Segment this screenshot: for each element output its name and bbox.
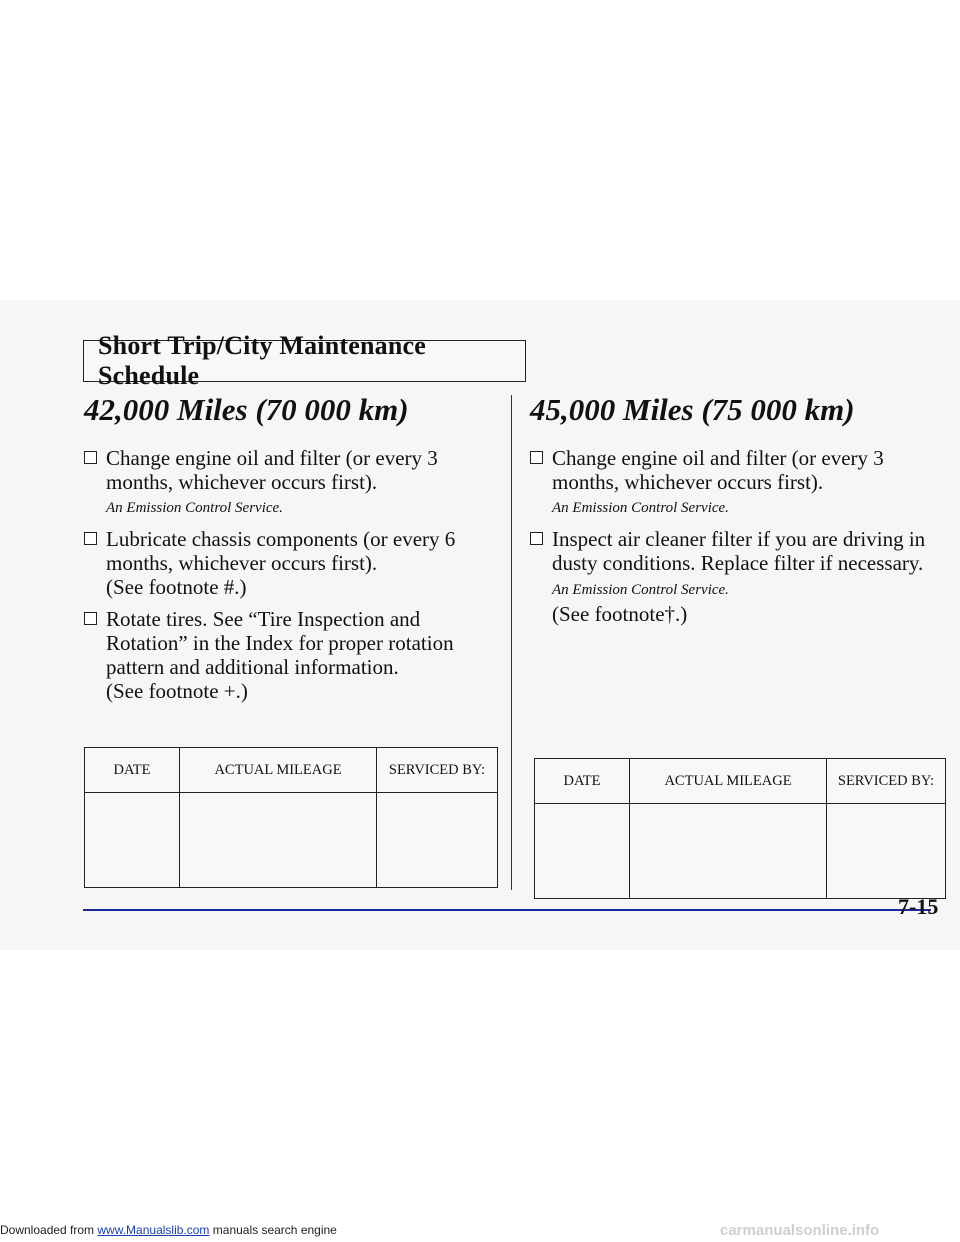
serviced-by-cell[interactable] <box>827 804 946 899</box>
mileage-cell[interactable] <box>630 804 827 899</box>
emission-note: An Emission Control Service. <box>552 500 729 516</box>
section-title: Short Trip/City Maintenance Schedule <box>98 331 426 390</box>
date-cell[interactable] <box>535 804 630 899</box>
checkbox[interactable] <box>84 612 97 625</box>
checkbox[interactable] <box>84 532 97 545</box>
checklist-item <box>84 446 504 494</box>
mileage-header: ACTUAL MILEAGE <box>630 759 827 804</box>
column-divider <box>511 395 512 890</box>
manualslib-link[interactable]: www.Manualslib.com <box>97 1223 210 1237</box>
item-text: Rotate tires. See “Tire Inspection and Rotation” in the Index for proper rotation pattern and additional information. <box>106 607 454 679</box>
download-prefix: Downloaded from <box>0 1223 98 1237</box>
section-header <box>83 331 526 390</box>
right-column <box>530 390 940 632</box>
footnote-ref: (See footnote #.) <box>106 575 247 599</box>
checklist-item <box>530 446 940 494</box>
watermark: carmanualsonline.info <box>720 1222 880 1239</box>
checklist-item <box>84 527 504 599</box>
mileage-header: ACTUAL MILEAGE <box>180 748 377 793</box>
mileage-cell[interactable] <box>180 793 377 888</box>
checklist-item <box>84 607 504 703</box>
left-column <box>84 390 504 709</box>
checkbox[interactable] <box>530 532 543 545</box>
download-banner <box>0 1223 337 1237</box>
date-header: DATE <box>535 759 630 804</box>
footnote-ref: (See footnote +.) <box>106 679 248 703</box>
item-text: Inspect air cleaner filter if you are driving in dusty conditions. Replace filter if necessary. <box>552 527 926 575</box>
footnote-ref: (See footnote†.) <box>552 602 688 626</box>
date-cell[interactable] <box>85 793 180 888</box>
emission-note: An Emission Control Service. <box>552 582 729 598</box>
download-suffix: manuals search engine <box>209 1223 337 1237</box>
service-record-table <box>84 747 498 888</box>
service-record-table <box>534 758 946 899</box>
mileage-heading-42000: 42,000 Miles (70 000 km) <box>84 392 409 427</box>
date-header: DATE <box>85 748 180 793</box>
item-text: Change engine oil and filter (or every 3 months, whichever occurs first). <box>552 446 884 494</box>
page-number: 7-15 <box>898 894 939 919</box>
mileage-heading-45000: 45,000 Miles (75 000 km) <box>530 392 855 427</box>
serviced-by-header: SERVICED BY: <box>377 748 498 793</box>
footer-rule <box>83 909 931 911</box>
checkbox[interactable] <box>84 451 97 464</box>
checkbox[interactable] <box>530 451 543 464</box>
item-text: Lubricate chassis components (or every 6 months, whichever occurs first). <box>106 527 456 575</box>
emission-note: An Emission Control Service. <box>106 500 283 516</box>
serviced-by-cell[interactable] <box>377 793 498 888</box>
checklist-item <box>530 527 940 626</box>
item-text: Change engine oil and filter (or every 3 months, whichever occurs first). <box>106 446 438 494</box>
serviced-by-header: SERVICED BY: <box>827 759 946 804</box>
